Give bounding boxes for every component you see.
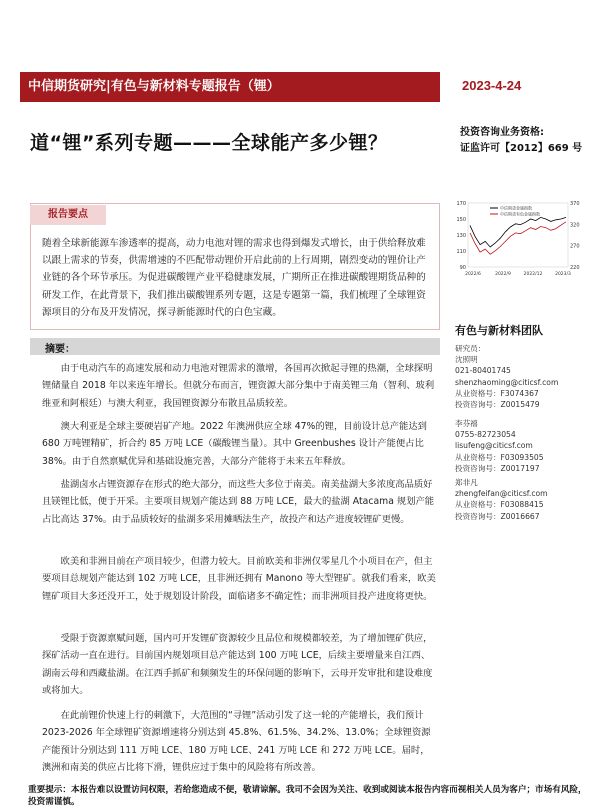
x-tick-label: 2022/12 xyxy=(523,272,543,277)
y-right-tick-label: 320 xyxy=(570,222,580,229)
team-title: 有色与新材料团队 xyxy=(455,324,543,337)
legend-label: 中信期货金属指数 xyxy=(500,205,532,211)
license-info xyxy=(460,125,582,157)
page-title: 道“锂”系列专题———全球能产多少锂？ xyxy=(30,132,388,154)
y-left-tick-label: 170 xyxy=(456,201,466,207)
analyst-email[interactable]: lisufeng@citicsf.com xyxy=(455,441,533,451)
y-right-tick-label: 370 xyxy=(570,201,580,207)
abstract-paragraph-4: 欧美和非洲目前在产项目较少，但潜力较大。目前欧美和非洲仅零星几个小项目在产，但主要项目总规划产能达到 102 万吨 LCE，且非洲还拥有 Manono 等大型锂矿。就我们看来，欧美锂矿项目大多还没开工，处于规划设计阶段，面临诸多不确定性；而非洲项目投产进度将更快。 xyxy=(42,556,436,602)
report-series-text: 中信期货研究|有色与新材料专题报告（锂） xyxy=(28,79,280,94)
analyst-phone: 021-80401745 xyxy=(455,366,511,376)
analyst-license-1: 从业资格号：F03093505 xyxy=(455,452,544,462)
x-tick-label: 2022/9 xyxy=(495,272,511,277)
abstract-bar xyxy=(30,338,440,355)
license-line-1: 投资咨询业务资格: xyxy=(460,127,544,138)
abstract-paragraph-2: 澳大利亚是全球主要硬岩矿产地。2022 年澳洲供应全球 47%的锂，目前设计总产能达到 680 万吨锂精矿，折合约 85 万吨 LCE（碳酸锂当量）。其中 Greenbushes 设计产能便占比 38%。由于自然禀赋优异和基础设施完善，大部分产能将于未来五年释放。 xyxy=(42,421,427,467)
y-left-tick-label: 150 xyxy=(456,217,466,223)
analyst-phone: 0755-82723054 xyxy=(455,430,516,440)
analyst-license-2: 投资咨询号：Z0017197 xyxy=(455,463,540,473)
summary-tag: 报告要点 xyxy=(30,205,106,225)
series-line-2 xyxy=(470,222,566,254)
summary-text: 随着全球新能源车渗透率的提高，动力电池对锂的需求也得到爆发式增长，由于供给释放难以跟上需求的节奏，供需增速的不匹配带动锂价开启此前的上行周期，剧烈变动的锂价让产业链的各个环节承压。为促进碳酸锂产业平稳健康发展，广期所正在推进碳酸锂期货品种的研发工作，在此背景下，我们推出碳酸锂系列专题，这是专题第一篇，我们梳理了全球锂资源项目的分布及开发情况，探寻新能源时代的白色宝藏。 xyxy=(42,238,426,318)
analyst-role: 研究员： xyxy=(455,344,486,353)
legend-label: 中信期货有色金属指数 xyxy=(500,211,540,217)
report-series-banner xyxy=(20,72,440,102)
analyst-3 xyxy=(455,477,548,522)
y-right-tick-label: 270 xyxy=(570,243,580,250)
abstract-paragraph-1: 由于电动汽车的高速发展和动力电池对锂需求的激增，各国再次掀起寻锂的热潮，全球探明锂储量自 2018 年以来连年增长。但就分布而言，锂资源大部分集中于南美锂三角（智利、玻利维亚和阿根廷）与澳大利亚，我国锂资源分布散且品质较差。 xyxy=(42,363,435,409)
x-tick-label: 2023/3 xyxy=(555,272,571,277)
analyst-name: 李芬禧 xyxy=(455,419,478,428)
series-line-1 xyxy=(470,217,566,247)
abstract-label: 摘要： xyxy=(45,344,75,355)
disclaimer: 重要提示：本报告难以设置访问权限，若给您造成不便，敬请谅解。我司不会因为关注、收到或阅读本报告内容而视相关人员为客户；市场有风险，投资需谨慎。 xyxy=(28,785,587,807)
abstract-paragraph-6: 在此前锂价快速上行的刺激下，大范围的“寻锂”活动引发了这一轮的产能增长，我们预计 2023-2026 年全球锂矿资源增速将分别达到 45.8%、61.5%、34.2%、13.0%；全球锂资源产能预计分别达到 111 万吨 LCE、180 万吨 LCE、241 万吨 LCE 和 272 万吨 LCE。届时，澳洲和南美的供应占比将下滑，锂供应过于集中的风险将有所改善。 xyxy=(42,710,431,774)
y-right-tick-label: 220 xyxy=(570,265,580,271)
y-left-tick-label: 90 xyxy=(459,265,466,271)
analyst-email[interactable]: shenzhaoming@citicsf.com xyxy=(455,377,559,387)
y-left-tick-label: 110 xyxy=(456,249,466,255)
analyst-1 xyxy=(455,343,558,410)
analyst-license-2: 投资咨询号：Z0016667 xyxy=(455,511,540,521)
analyst-name: 沈照明 xyxy=(455,355,478,365)
analyst-license-1: 从业资格号：F3074367 xyxy=(455,388,539,398)
analyst-2 xyxy=(455,418,544,474)
abstract-paragraph-5: 受限于资源禀赋问题，国内可开发锂矿资源较少且品位和规模都较差，为了增加锂矿供应，探矿活动一直在进行。目前国内规划项目总产能达到 100 万吨 LCE，后续主要增量来自江西、湖南云母和西藏盐湖。在江西手抓矿和频频发生的环保问题的影响下，云母开发审批和建设难度或将加大。 xyxy=(42,633,433,697)
analyst-name: 郑非凡 xyxy=(455,478,478,487)
analyst-email[interactable]: zhengfeifan@citicsf.com xyxy=(455,489,548,499)
report-date: 2023-4-24 xyxy=(462,78,522,93)
abstract-paragraph-3: 盐湖卤水占锂资源存在形式的绝大部分，而这些大多位于南美。南美盐湖大多浓度高品质好且镁锂比低，便于开采。主要项目规划产能达到 88 万吨 LCE，最大的盐湖 Atacama 规划产能占比高达 37%。由于品质较好的盐湖多采用摊晒法生产，故投产和达产进度较锂矿更慢。 xyxy=(42,479,435,525)
price-index-chart xyxy=(450,195,590,285)
analyst-license-1: 从业资格号：F03088415 xyxy=(455,500,544,510)
analyst-license-2: 投资咨询号：Z0015479 xyxy=(455,400,540,410)
license-line-2: 证监许可【2012】669 号 xyxy=(460,143,583,154)
x-tick-label: 2022/6 xyxy=(465,272,481,277)
y-left-tick-label: 130 xyxy=(456,233,466,239)
